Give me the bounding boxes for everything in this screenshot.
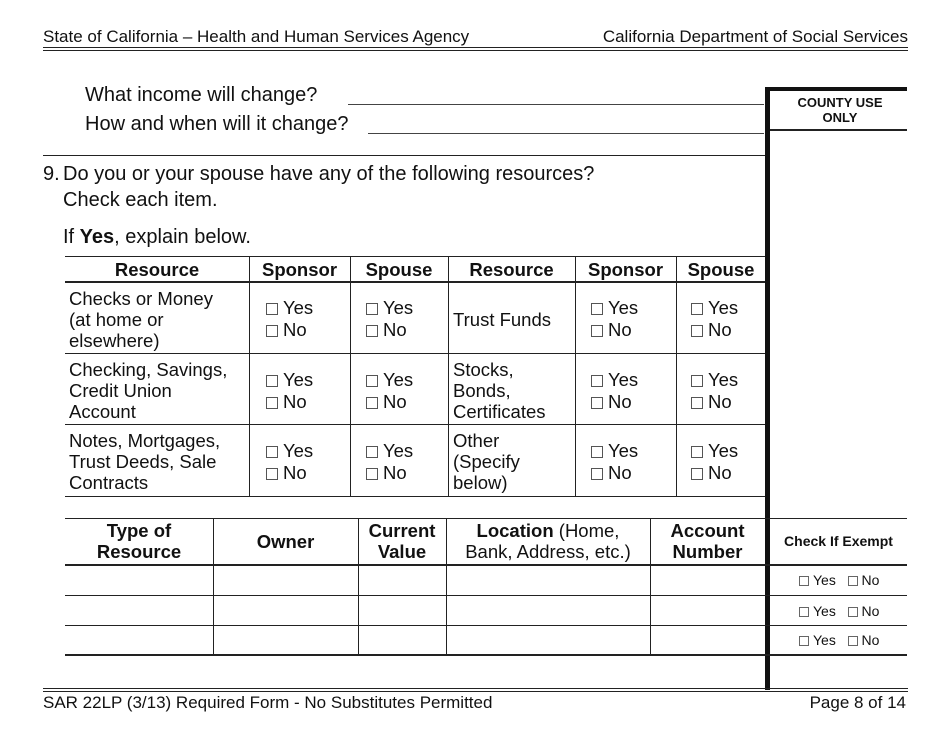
checkbox[interactable] (266, 303, 278, 315)
checkbox[interactable] (591, 397, 603, 409)
checkbox[interactable] (848, 607, 858, 617)
form-id: SAR 22LP (3/13) Required Form - No Substitutes Permitted (43, 693, 493, 712)
resource-other: Other (Specify below) (453, 430, 520, 493)
checkbox[interactable] (848, 576, 858, 586)
county-use-border (765, 87, 770, 690)
county-use-label: COUNTY USE ONLY (797, 95, 883, 125)
notes-spouse-options: Yes No (366, 440, 413, 484)
header-location: Location (Home, Bank, Address, etc.) (465, 520, 631, 562)
checks-spouse-options: Yes No (366, 297, 413, 341)
trust-sponsor-options: Yes No (591, 297, 638, 341)
footer-rule-2 (43, 691, 908, 692)
checkbox[interactable] (848, 636, 858, 646)
checkbox[interactable] (266, 325, 278, 337)
checkbox[interactable] (366, 303, 378, 315)
checkbox[interactable] (266, 468, 278, 480)
what-income-field[interactable] (348, 104, 764, 105)
notes-sponsor-options: Yes No (266, 440, 313, 484)
header-sponsor-left: Sponsor (261, 259, 338, 280)
checkbox[interactable] (691, 397, 703, 409)
checkbox[interactable] (799, 636, 809, 646)
header-type-of-resource: Type of Resource (96, 520, 182, 562)
checkbox[interactable] (591, 446, 603, 458)
checkbox[interactable] (366, 325, 378, 337)
header-rule (43, 47, 908, 48)
checking-sponsor-options: Yes No (266, 369, 313, 413)
checkbox[interactable] (799, 576, 809, 586)
checkbox[interactable] (266, 397, 278, 409)
exempt-row-2: Yes No (799, 603, 879, 619)
exempt-row-3: Yes No (799, 632, 879, 648)
header-resource-right: Resource (469, 259, 554, 280)
checkbox[interactable] (266, 375, 278, 387)
header-sponsor-right: Sponsor (587, 259, 664, 280)
question-9-number: 9. (43, 163, 60, 185)
checkbox[interactable] (691, 468, 703, 480)
header-owner: Owner (256, 531, 315, 552)
header-spouse-right: Spouse (687, 259, 755, 280)
header-spouse-left: Spouse (365, 259, 433, 280)
department-header: California Department of Social Services (602, 27, 908, 46)
checkbox[interactable] (591, 303, 603, 315)
checkbox[interactable] (366, 397, 378, 409)
what-income-label: What income will change? (85, 84, 318, 106)
checking-spouse-options: Yes No (366, 369, 413, 413)
county-use-divider (770, 129, 907, 131)
how-when-label: How and when will it change? (85, 113, 349, 135)
county-use-top-bar (765, 87, 907, 91)
header-current-value: Current Value (368, 520, 436, 562)
section-divider (43, 155, 765, 156)
resource-checks-or-money: Checks or Money (at home or elsewhere) (69, 288, 213, 351)
checkbox[interactable] (366, 468, 378, 480)
checkbox[interactable] (691, 375, 703, 387)
question-9-instruction: Check each item. (63, 189, 218, 211)
checkbox[interactable] (691, 325, 703, 337)
stocks-spouse-options: Yes No (691, 369, 738, 413)
trust-spouse-options: Yes No (691, 297, 738, 341)
footer-rule (43, 688, 908, 689)
checkbox[interactable] (591, 325, 603, 337)
question-9-text: Do you or your spouse have any of the following resources? (63, 163, 595, 185)
resource-trust-funds: Trust Funds (453, 309, 552, 330)
other-sponsor-options: Yes No (591, 440, 638, 484)
resource-checking-savings: Checking, Savings, Credit Union Account (69, 359, 228, 422)
checkbox[interactable] (366, 446, 378, 458)
header-resource-left: Resource (114, 259, 200, 280)
agency-header: State of California – Health and Human Services Agency (43, 27, 470, 46)
location-field[interactable] (447, 566, 649, 594)
header-check-if-exempt: Check If Exempt (784, 533, 893, 549)
value-field[interactable] (359, 566, 445, 594)
checks-sponsor-options: Yes No (266, 297, 313, 341)
other-spouse-options: Yes No (691, 440, 738, 484)
checkbox[interactable] (799, 607, 809, 617)
resource-stocks-bonds: Stocks, Bonds, Certificates (453, 359, 546, 422)
resource-notes-mortgages: Notes, Mortgages, Trust Deeds, Sale Contracts (69, 430, 221, 493)
page-number: Page 8 of 14 (809, 693, 906, 712)
exempt-row-1: Yes No (799, 572, 879, 588)
header-account-number: Account Number (670, 520, 745, 562)
explain-instruction: If Yes, explain below. (63, 226, 251, 248)
stocks-sponsor-options: Yes No (591, 369, 638, 413)
type-field[interactable] (66, 566, 212, 594)
checkbox[interactable] (266, 446, 278, 458)
checkbox[interactable] (691, 303, 703, 315)
owner-field[interactable] (214, 566, 357, 594)
account-field[interactable] (651, 566, 764, 594)
how-when-field[interactable] (368, 133, 764, 134)
header-rule-2 (43, 50, 908, 51)
checkbox[interactable] (591, 375, 603, 387)
checkbox[interactable] (366, 375, 378, 387)
checkbox[interactable] (691, 446, 703, 458)
checkbox[interactable] (591, 468, 603, 480)
